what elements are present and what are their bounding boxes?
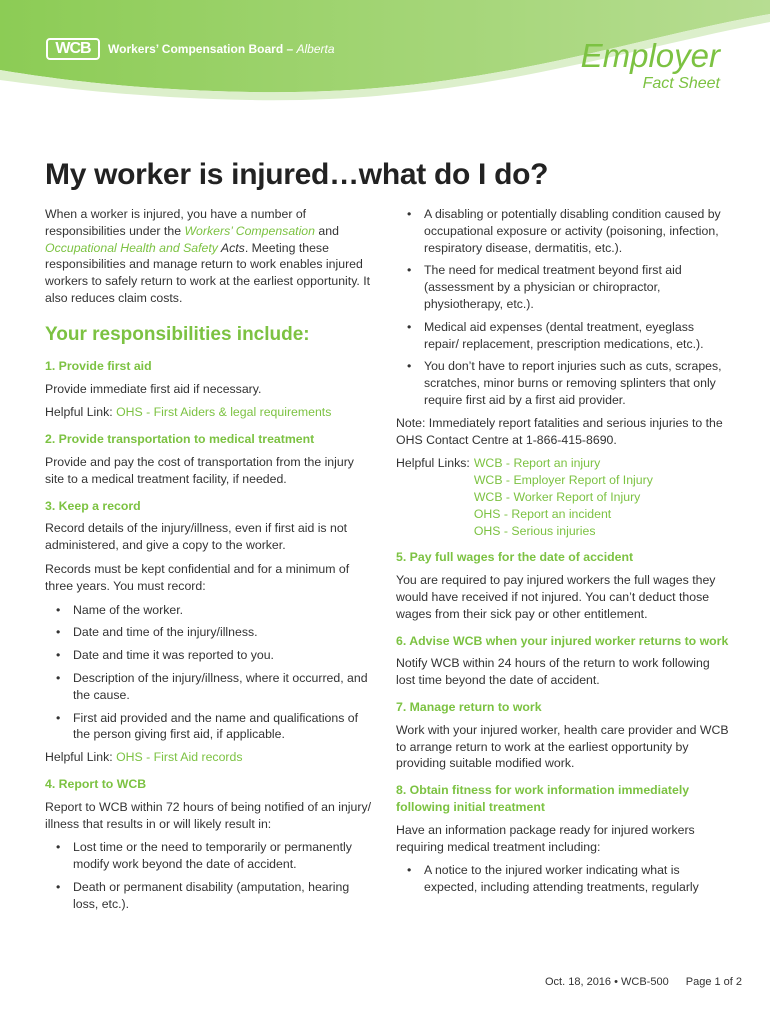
list-item: • You don’t have to report injuries such as cuts, scrapes, scratches, minor burns or removing splinters that only require first aid by a first aid provider. — [407, 359, 722, 407]
list-item: • First aid provided and the name and qualifications of the person giving first aid, if applicable. — [56, 710, 359, 742]
footer-page-number: Page 1 of 2 — [685, 976, 743, 988]
info-package-list — [396, 862, 731, 896]
report-incident-link[interactable]: OHS - Report an incident — [473, 506, 612, 521]
list-item-text: You don’t have to report injuries such as cuts, scrapes, scratches, minor burns or removing splinters that only require first aid by a first aid provider. — [424, 359, 722, 407]
list-item: • Date and time of the injury/illness. — [56, 625, 258, 640]
note-text: Note: Immediately report fatalities and serious injuries to the OHS Contact Centre at 1-866-415-8690. — [396, 415, 723, 447]
page-footer — [545, 976, 742, 988]
list-item: • The need for medical treatment beyond first aid (assessment by a physician or chiropractor, physiotherapy, etc.). — [407, 263, 682, 311]
section-4-text: Report to WCB within 72 hours of being notified of an injury/ illness that results in or will likely result in: — [45, 799, 372, 831]
list-item-text: The need for medical treatment beyond first aid (assessment by a physician or chiropractor, physiotherapy, etc.). — [424, 263, 682, 311]
section-3-helpful-link — [45, 749, 375, 766]
list-item: • A notice to the injured worker indicating what is expected, including attending treatments, regularly — [407, 863, 699, 895]
list-item: • Medical aid expenses (dental treatment, eyeglass repair/ replacement, prescription medications, etc.). — [407, 319, 704, 351]
section-8-text: Have an information package ready for injured workers requiring medical treatment including: — [396, 822, 695, 854]
intro-paragraph — [45, 206, 375, 307]
report-list — [45, 839, 375, 912]
employer-report-link[interactable]: WCB - Employer Report of Injury — [473, 473, 653, 488]
doc-type — [581, 38, 720, 94]
worker-report-link[interactable]: WCB - Worker Report of Injury — [473, 489, 641, 504]
section-2-title: 2. Provide transportation to medical treatment — [45, 432, 315, 447]
section-3-text-1: Record details of the injury/illness, even if first aid is not administered, and give a copy to the worker. — [45, 521, 348, 553]
list-item: • Name of the worker. — [56, 602, 184, 617]
intro-text-3: Acts — [217, 240, 245, 255]
list-item-text: Name of the worker. — [73, 602, 184, 617]
left-column — [45, 206, 375, 919]
footer-date-code: Oct. 18, 2016 • WCB-500 — [545, 976, 669, 988]
record-list — [45, 602, 375, 744]
section-1-text: Provide immediate first aid if necessary. — [45, 381, 262, 396]
section-1-title: 1. Provide first aid — [45, 358, 152, 373]
list-item: • Description of the injury/illness, where it occurred, and the cause. — [56, 670, 368, 702]
page-title: My worker is injured…what do I do? — [45, 158, 549, 191]
list-item: • A disabling or potentially disabling condition caused by occupational exposure or activity (poisoning, infection, respiratory disease, dermatitis, etc.). — [407, 207, 721, 255]
section-3-title: 3. Keep a record — [45, 498, 141, 513]
section-7-text: Work with your injured worker, health care provider and WCB to arrange return to work at the earliest opportunity by providing suitable modified work. — [396, 722, 729, 771]
section-7-title: 7. Manage return to work — [396, 699, 542, 714]
list-item-text: First aid provided and the name and qualifications of the person giving first aid, if applicable. — [73, 710, 359, 742]
helpful-link-label: Helpful Link: — [45, 405, 117, 420]
section-4-title: 4. Report to WCB — [45, 776, 147, 791]
section-6-title: 6. Advise WCB when your injured worker returns to work — [396, 633, 729, 648]
list-item: • Death or permanent disability (amputation, hearing loss, etc.). — [56, 879, 350, 911]
org-region: Alberta — [296, 42, 335, 56]
helpful-links — [396, 455, 731, 539]
workers-compensation-link[interactable]: Workers’ Compensation — [184, 223, 315, 238]
responsibilities-heading: Your responsibilities include: — [45, 323, 310, 345]
list-item-text: Description of the injury/illness, where it occurred, and the cause. — [73, 670, 368, 702]
ohs-link[interactable]: Occupational Health and Safety — [45, 240, 218, 255]
wcb-logo — [46, 38, 335, 60]
section-8-title: 8. Obtain fitness for work information immediately following initial treatment — [396, 783, 690, 814]
list-item-text: Date and time of the injury/illness. — [73, 625, 258, 640]
list-item: • Lost time or the need to temporarily or permanently modify work beyond the date of accident. — [56, 840, 352, 872]
first-aiders-link[interactable]: OHS - First Aiders & legal requirements — [116, 405, 332, 420]
org-name-text: Workers’ Compensation Board — [108, 42, 284, 56]
intro-text-1: When a worker is injured, you have a number of responsibilities under the — [45, 207, 307, 238]
doc-type-title: Employer — [580, 37, 720, 74]
section-6-text: Notify WCB within 24 hours of the return to work following lost time beyond the date of accident. — [396, 656, 710, 688]
list-item-text: A notice to the injured worker indicating what is expected, including attending treatments, regularly — [424, 863, 699, 895]
section-5-text: You are required to pay injured workers the full wages they would have received if not injured. You can’t deduct those wages from their sick pay or other entitlement. — [396, 573, 716, 621]
serious-injuries-link[interactable]: OHS - Serious injuries — [473, 523, 596, 538]
list-item: • Date and time it was reported to you. — [56, 648, 274, 663]
helpful-links-label: Helpful Links: — [396, 456, 470, 471]
list-item-text: A disabling or potentially disabling condition caused by occupational exposure or activity (poisoning, infection, respiratory disease, dermatitis, etc.). — [424, 207, 721, 255]
report-injury-link[interactable]: WCB - Report an injury — [473, 456, 601, 471]
section-3-text-2: Records must be kept confidential and for a minimum of three years. You must record: — [45, 561, 350, 593]
helpful-link-label: Helpful Link: — [45, 750, 117, 765]
intro-text-2: and — [315, 223, 339, 238]
list-item-text: Medical aid expenses (dental treatment, eyeglass repair/ replacement, prescription medications, etc.). — [424, 319, 704, 351]
section-2-text: Provide and pay the cost of transportation from the injury site to a medical treatment facility, if needed. — [45, 454, 354, 486]
doc-type-subtitle: Fact Sheet — [642, 75, 720, 92]
right-column — [396, 206, 731, 902]
wcb-logo-mark: WCB — [46, 38, 100, 60]
org-name: Workers’ Compensation Board – Alberta — [108, 42, 335, 56]
first-aid-records-link[interactable]: OHS - First Aid records — [116, 750, 243, 765]
report-conditions-list — [396, 206, 731, 409]
intro-text-4: . Meeting these responsibilities and manage return to work enables injured workers to safely return to work at the earliest opportunity. It also reduces claim costs. — [45, 240, 371, 305]
section-5-title: 5. Pay full wages for the date of accident — [396, 550, 634, 565]
list-item-text: Date and time it was reported to you. — [73, 648, 274, 663]
section-1-helpful-link — [45, 404, 375, 421]
list-item-text: Lost time or the need to temporarily or permanently modify work beyond the date of accident. — [73, 840, 352, 872]
list-item-text: Death or permanent disability (amputation, hearing loss, etc.). — [73, 879, 350, 911]
helpful-links-list — [474, 455, 653, 539]
